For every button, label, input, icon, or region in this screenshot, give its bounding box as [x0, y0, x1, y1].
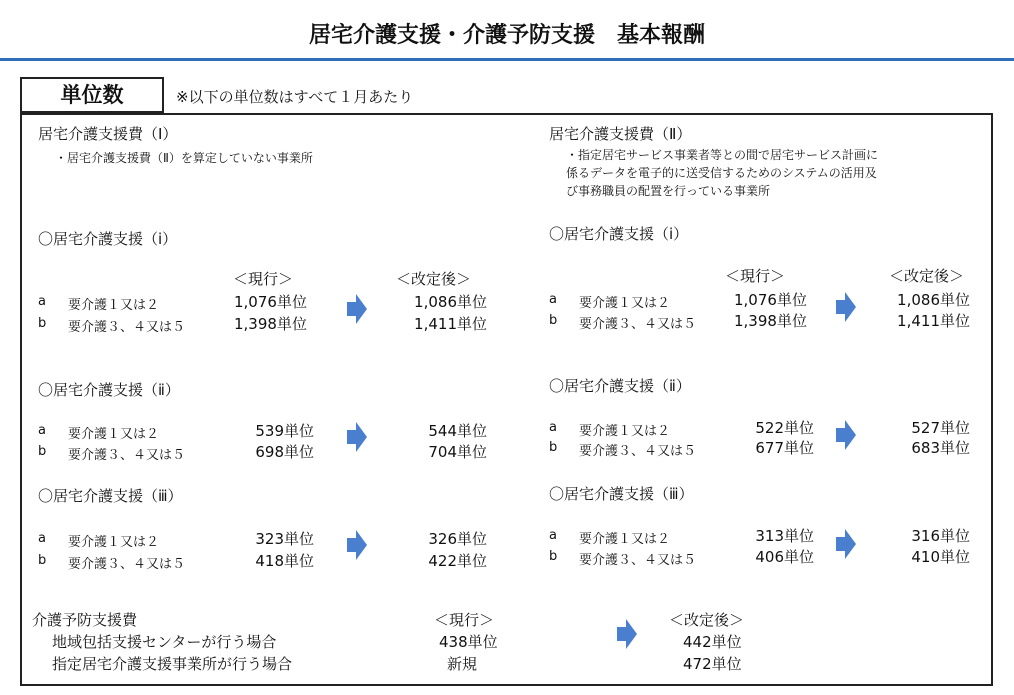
unit-tag: 単位数 — [20, 77, 164, 113]
row-label: 要介護１又は２ — [68, 535, 160, 550]
arrow-right-icon — [347, 422, 367, 452]
revised-value: 442単位 — [683, 633, 742, 651]
row-key: b — [549, 549, 558, 564]
revised-value: 1,086単位 — [897, 291, 970, 309]
current-value: 698単位 — [255, 443, 314, 461]
prevention-heading: 介護予防支援費 — [32, 611, 138, 629]
left-current-header: ＜現行＞ — [233, 270, 294, 288]
row-key: b — [38, 316, 47, 331]
current-value: 438単位 — [439, 633, 498, 651]
right-revised-header: ＜改定後＞ — [889, 267, 965, 285]
row-key: b — [38, 444, 47, 459]
row-label: 要介護３、４又は５ — [68, 557, 186, 572]
current-value: 新規 — [447, 655, 478, 673]
current-value: 1,398単位 — [234, 315, 307, 333]
right-description-line: び事務職員の配置を行っている事業所 — [566, 184, 771, 198]
row-key: a — [38, 294, 46, 309]
revised-value: 544単位 — [428, 422, 487, 440]
row-key: a — [549, 528, 557, 543]
current-value: 1,398単位 — [734, 312, 807, 330]
revised-value: 1,086単位 — [414, 293, 487, 311]
revised-value: 683単位 — [911, 439, 970, 457]
revised-value: 316単位 — [911, 527, 970, 545]
page-title: 居宅介護支援・介護予防支援 基本報酬 — [308, 23, 705, 48]
arrow-right-icon — [347, 294, 367, 324]
row-key: a — [38, 531, 46, 546]
current-value: 313単位 — [755, 527, 814, 545]
prevention-row-label: 指定居宅介護支援事業所が行う場合 — [52, 655, 293, 673]
revised-value: 472単位 — [683, 655, 742, 673]
current-value: 1,076単位 — [734, 291, 807, 309]
left-heading: 居宅介護支援費（Ⅰ） — [38, 125, 178, 143]
title-rule — [0, 58, 1014, 61]
right-description-line: 係るデータを電子的に送受信するためのシステムの活用及 — [566, 166, 877, 180]
row-label: 要介護１又は２ — [68, 298, 160, 313]
current-value: 418単位 — [255, 552, 314, 570]
right-section-ii-title: 〇居宅介護支援（ⅱ） — [549, 377, 691, 395]
arrow-right-icon — [836, 420, 856, 450]
prevention-current-header: ＜現行＞ — [434, 611, 495, 629]
prevention-revised-header: ＜改定後＞ — [669, 611, 745, 629]
row-key: b — [549, 313, 558, 328]
right-section-iii-title: 〇居宅介護支援（ⅲ） — [549, 485, 694, 503]
revised-value: 704単位 — [428, 443, 487, 461]
right-description-line: ・指定居宅サービス事業者等との間で居宅サービス計画に — [566, 148, 879, 162]
row-label: 要介護３、４又は５ — [579, 317, 697, 332]
row-label: 要介護３、４又は５ — [68, 320, 186, 335]
row-key: a — [549, 292, 557, 307]
current-value: 406単位 — [755, 548, 814, 566]
row-label: 要介護１又は２ — [68, 427, 160, 442]
row-label: 要介護１又は２ — [579, 424, 671, 439]
prevention-row-label: 地域包括支援センターが行う場合 — [52, 633, 277, 651]
left-section-iii-title: 〇居宅介護支援（ⅲ） — [38, 487, 183, 505]
current-value: 1,076単位 — [234, 293, 307, 311]
row-label: 要介護１又は２ — [579, 296, 671, 311]
row-key: a — [549, 420, 557, 435]
revised-value: 326単位 — [428, 530, 487, 548]
arrow-right-icon — [347, 530, 367, 560]
current-value: 522単位 — [755, 419, 814, 437]
row-label: 要介護３、４又は５ — [579, 444, 697, 459]
row-key: b — [549, 440, 558, 455]
left-section-ii-title: 〇居宅介護支援（ⅱ） — [38, 381, 180, 399]
arrow-right-icon — [836, 529, 856, 559]
right-heading: 居宅介護支援費（Ⅱ） — [549, 125, 692, 143]
unit-note: ※以下の単位数はすべて１月あたり — [176, 88, 414, 106]
revised-value: 422単位 — [428, 552, 487, 570]
revised-value: 527単位 — [911, 419, 970, 437]
current-value: 323単位 — [255, 530, 314, 548]
revised-value: 1,411単位 — [414, 315, 487, 333]
revised-value: 1,411単位 — [897, 312, 970, 330]
left-description: ・居宅介護支援費（Ⅱ）を算定していない事業所 — [55, 151, 313, 165]
current-value: 539単位 — [255, 422, 314, 440]
row-label: 要介護３、４又は５ — [68, 448, 186, 463]
row-label: 要介護３、４又は５ — [579, 553, 697, 568]
right-section-i-title: 〇居宅介護支援（ⅰ） — [549, 225, 689, 243]
right-current-header: ＜現行＞ — [725, 267, 786, 285]
row-key: a — [38, 423, 46, 438]
revised-value: 410単位 — [911, 548, 970, 566]
arrow-right-icon — [836, 292, 856, 322]
left-revised-header: ＜改定後＞ — [396, 270, 472, 288]
arrow-right-icon — [617, 619, 637, 649]
row-key: b — [38, 553, 47, 568]
row-label: 要介護１又は２ — [579, 532, 671, 547]
current-value: 677単位 — [755, 439, 814, 457]
left-section-i-title: 〇居宅介護支援（ⅰ） — [38, 230, 178, 248]
